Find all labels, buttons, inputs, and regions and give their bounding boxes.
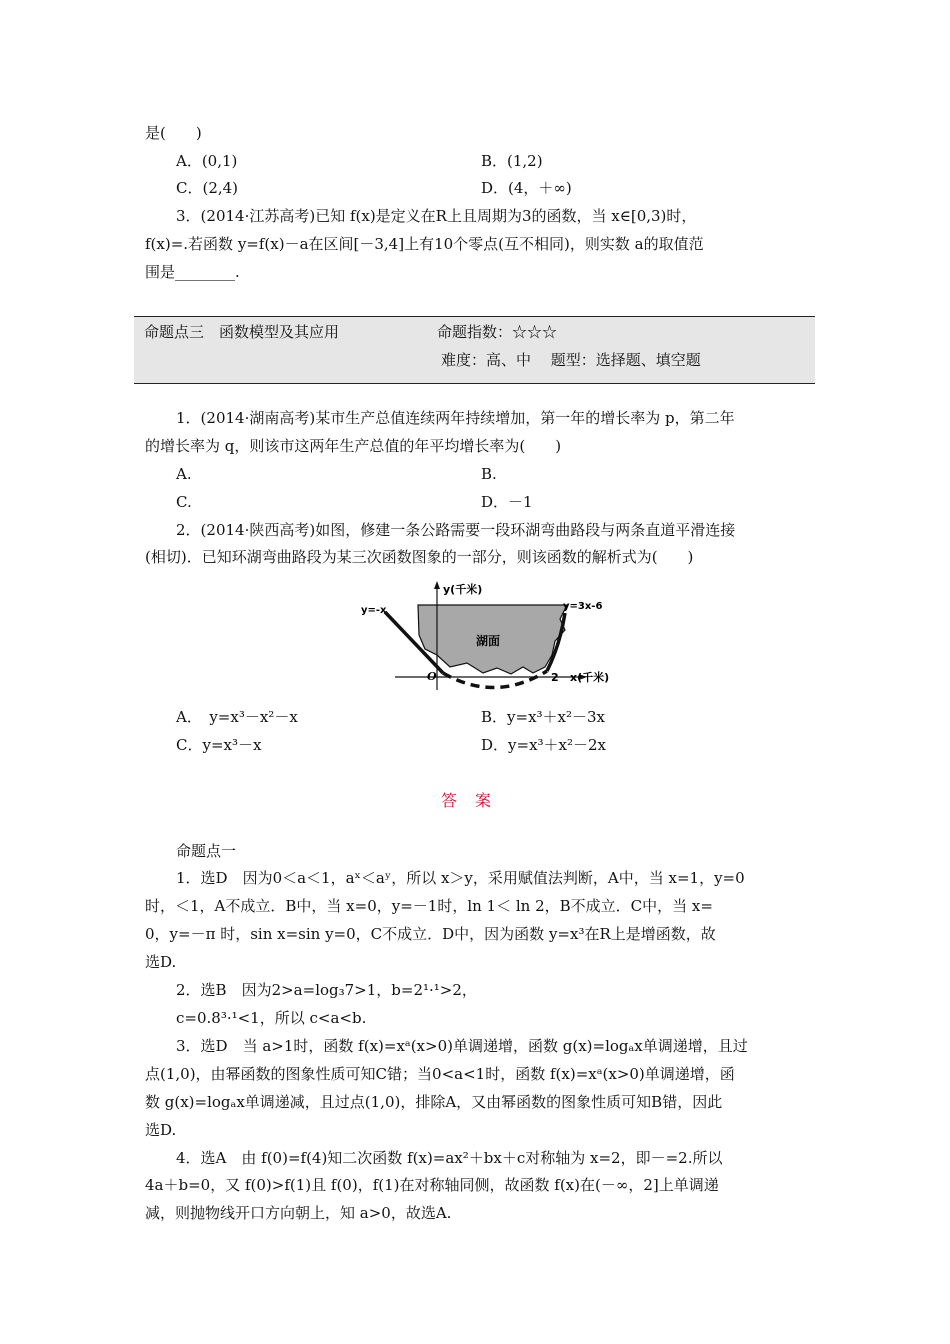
answer-1-line-3: 0，y=－π 时，sin x=sin y=0，C不成立．D中，因为函数 y=x³在R上是增函数，故 — [145, 925, 716, 943]
q2-option-c: C．y=x³－x — [176, 736, 262, 754]
q2-option-b: B．y=x³＋x²－3x — [481, 708, 606, 726]
left-line-label: y=-x — [361, 605, 387, 616]
right-line-label: y=3x-6 — [563, 601, 603, 612]
answers-title: 答案 — [440, 791, 509, 810]
text-line: 是( ) — [145, 124, 202, 142]
answer-1-line-4: 选D. — [145, 953, 177, 971]
answer-3-line-2: 点(1,0)，由幂函数的图象性质可知C错；当0<a<1时，函数 f(x)=xᵃ(x>0)单调递增，函 — [145, 1065, 735, 1083]
q2-option-a: A． y=x³－x²－x — [176, 708, 298, 726]
section-title: 命题点三 函数模型及其应用 — [144, 323, 340, 341]
q1-option-c: C. — [176, 493, 192, 511]
section-difficulty: 难度：高、中 题型：选择题、填空题 — [441, 351, 701, 369]
answer-2-line-2: c=0.8³·¹<1，所以 c<a<b. — [176, 1009, 367, 1027]
q2-option-d: D．y=x³＋x²－2x — [481, 736, 607, 754]
question-3-line-1: 3．(2014·江苏高考)已知 f(x)是定义在R上且周期为3的函数，当 x∈[0,3)时， — [176, 207, 697, 225]
q2-line-1: 2．(2014·陕西高考)如图，修建一条公路需要一段环湖弯曲路段与两条直道平滑连接 — [176, 521, 736, 539]
answer-3-line-3: 数 g(x)=logₐx单调递减，且过点(1,0)，排除A，又由幂函数的图象性质可知B错，因此 — [145, 1093, 723, 1111]
option-b: B．(1,2) — [481, 152, 543, 170]
answer-3-line-4: 选D. — [145, 1121, 177, 1139]
answer-4-line-2: 4a＋b=0，又 f(0)>f(1)且 f(0)，f(1)在对称轴同侧，故函数 f(x)在(－∞，2]上单调递 — [145, 1176, 719, 1194]
curved-road — [443, 671, 547, 688]
answer-2-line-1: 2．选B 因为2>a=log₃7>1，b=2¹·¹>2， — [176, 981, 477, 999]
x-tick-2: 2 — [551, 671, 559, 684]
y-axis-label: y(千米) — [443, 583, 483, 596]
q1-line-2: 的增长率为 q，则该市这两年生产总值的年平均增长率为( ) — [145, 437, 562, 455]
answer-3-line-1: 3．选D 当 a>1时，函数 f(x)=xᵃ(x>0)单调递增，函数 g(x)=logₐx单调递增，且过 — [176, 1037, 748, 1055]
answer-4-line-1: 4．选A 由 f(0)=f(4)知二次函数 f(x)=ax²＋bx＋c对称轴为 x=2，即－=2.所以 — [176, 1149, 723, 1167]
option-c: C．(2,4) — [176, 179, 239, 197]
option-d: D．(4，＋∞) — [481, 179, 572, 197]
answer-1-line-1: 1．选D 因为0＜a＜1，aˣ＜aʸ，所以 x＞y，采用赋值法判断，A中，当 x=1，y=0 — [176, 869, 745, 887]
lake-label: 湖面 — [476, 634, 501, 648]
section-header-box — [134, 316, 815, 384]
question-3-line-2: f(x)=.若函数 y=f(x)－a在区间[－3,4]上有10个零点(互不相同)，则实数 a的取值范 — [145, 235, 704, 253]
origin-label: O — [427, 670, 437, 683]
answers-heading: 命题点一 — [176, 842, 237, 860]
x-axis-label: x(千米) — [570, 671, 610, 684]
answer-1-line-2: 时，＜1，A不成立．B中，当 x=0，y=－1时，ln 1＜ ln 2，B不成立．C中，当 x= — [145, 897, 713, 915]
lake-road-figure — [355, 575, 625, 695]
q1-line-1: 1．(2014·湖南高考)某市生产总值连续两年持续增加，第一年的增长率为 p，第二年 — [176, 409, 735, 427]
q1-option-b: B. — [481, 465, 497, 483]
option-a: A．(0,1) — [176, 152, 238, 170]
q1-option-d: D．－1 — [481, 493, 533, 511]
q1-option-a: A. — [176, 465, 192, 483]
q2-line-2: (相切)．已知环湖弯曲路段为某三次函数图象的一部分，则该函数的解析式为( ) — [145, 548, 694, 566]
answer-4-line-3: 减，则抛物线开口方向朝上，知 a>0，故选A. — [145, 1204, 452, 1222]
section-index: 命题指数：☆☆☆ — [437, 323, 558, 341]
y-axis-arrow — [434, 581, 440, 589]
question-3-line-3: 围是________. — [145, 263, 240, 281]
